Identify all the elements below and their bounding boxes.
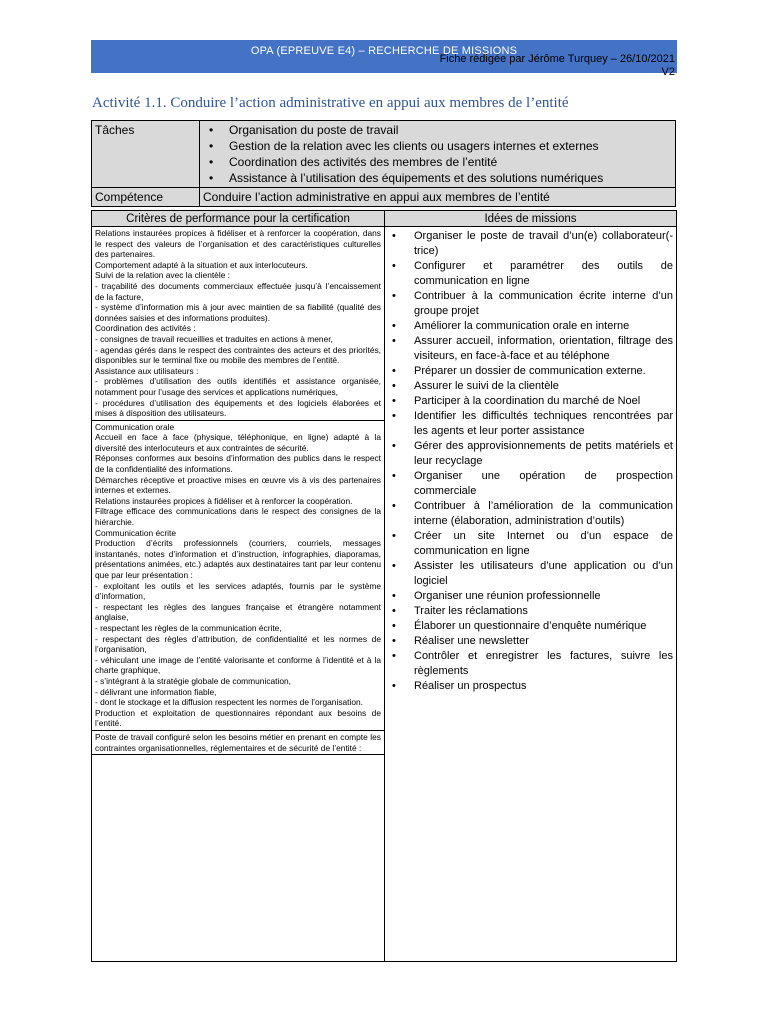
- task-item: • Organisation du poste de travail: [229, 122, 672, 138]
- tasks-row: [92, 121, 676, 188]
- criteria-line: Coordination des activités :: [95, 323, 196, 334]
- mission-item: • Préparer un dossier de communication externe.: [414, 364, 673, 379]
- criteria-header: Critères de performance pour la certification: [92, 211, 385, 227]
- mission-item: • Créer un site Internet ou d’un espace de communication en ligne: [414, 529, 673, 559]
- mission-item: • Réaliser une newsletter: [414, 634, 673, 649]
- criteria-line: - s’intégrant à la stratégie globale de communication,: [95, 675, 291, 686]
- criteria-line: - respectant des règles d’attribution, de confidentialité et les normes de l’organisation,: [95, 633, 381, 655]
- header-title: OPA (EPREUVE E4) – RECHERCHE DE MISSIONS: [250, 45, 518, 57]
- mission-item: • Identifier les difficultés techniques rencontrées par les agents et leur porter assistance: [414, 409, 673, 439]
- criteria-line: - dont le stockage et la diffusion respectent les normes de l’organisation.: [95, 697, 363, 708]
- tasks-table: [91, 120, 676, 207]
- missions-cell: [385, 227, 677, 962]
- table-header-row: [92, 211, 677, 227]
- mission-item: • Gérer des approvisionnements de petits matériels et leur recyclage: [414, 439, 673, 469]
- mission-item: • Réaliser un prospectus: [414, 679, 673, 694]
- mission-item: • Contrôler et enregistrer les factures, suivre les règlements: [414, 649, 673, 679]
- criteria-line: - exploitant les outils et les services adaptés, fournis par le système d’information,: [95, 580, 381, 602]
- criteria-line: Accueil en face à face (physique, téléphonique, en ligne) adapté à la diversité des interlocuteurs et aux contraintes de sécurité.: [95, 432, 381, 453]
- criteria-line: - véhiculant une image de l’entité valorisante et conforme à l’identité et à la charte graphique,: [95, 654, 381, 676]
- tasks-label: Tâches: [92, 121, 200, 188]
- tasks-list: [203, 122, 672, 186]
- criteria-line: - respectant les règles des langues française et étrangère notamment anglaise,: [95, 601, 381, 623]
- header-band: [91, 40, 677, 78]
- mission-item: • Élaborer un questionnaire d’enquête numérique: [414, 619, 673, 634]
- criteria-line: Relations instaurées propices à fidéliser et à renforcer la coopération.: [95, 495, 353, 506]
- task-item: • Gestion de la relation avec les clients ou usagers internes et externes: [229, 138, 672, 154]
- mission-item: • Organiser une réunion professionnelle: [414, 589, 673, 604]
- author-line: Fiche rédigée par Jérôme Turquey – 26/10/2021: [439, 53, 675, 65]
- mission-item: • Améliorer la communication orale en interne: [414, 319, 673, 334]
- mission-item: • Contribuer à la communication écrite interne d’un groupe projet: [414, 289, 673, 319]
- competence-row: [92, 188, 676, 207]
- criteria-line: - respectant les règles de la communication écrite,: [95, 622, 282, 633]
- mission-item: • Assurer accueil, information, orientation, filtrage des visiteurs, en face-à-face et au téléphone: [414, 334, 673, 364]
- criteria-line: Production et exploitation de questionnaires répondant aux besoins de l’entité.: [95, 707, 381, 729]
- criteria-missions-table: [91, 210, 677, 962]
- tasks-cell: [200, 121, 676, 188]
- mission-item: • Assurer le suivi de la clientèle: [414, 379, 673, 394]
- criteria-line: Réponses conformes aux besoins d’information des publics dans le respect de la confidentialité des informations.: [95, 453, 381, 475]
- mission-item: • Configurer et paramétrer des outils de communication en ligne: [414, 259, 673, 289]
- criteria-line: Production d’écrits professionnels (courriers, courriels, messages instantanés, notes d’information et d’instruction, infographies, diaporamas, présentations animées, etc.) adaptés aux destinataires tant par leur contenu que par leur présentation :: [95, 538, 381, 580]
- missions-header: Idées de missions: [385, 211, 677, 227]
- criteria-line: - délivrant une information fiable,: [95, 686, 217, 697]
- competence-value: Conduire l’action administrative en appui aux membres de l’entité: [200, 188, 676, 207]
- criteria-line: Assistance aux utilisateurs :: [95, 365, 199, 376]
- mission-item: • Contribuer à l’amélioration de la communication interne (élaboration, administration d’outils): [414, 499, 673, 529]
- criteria-block-relation: [95, 227, 381, 420]
- mission-item: • Organiser une opération de prospection commerciale: [414, 469, 673, 499]
- mission-item: • Organiser le poste de travail d’un(e) collaborateur(-trice): [414, 229, 673, 259]
- task-item: • Assistance à l’utilisation des équipements et des solutions numériques: [229, 170, 672, 186]
- version-label: V2: [661, 66, 675, 78]
- criteria-line: - problèmes d’utilisation des outils identifiés et assistance organisée, notamment pour l’usage des services et applications numériques,: [95, 376, 381, 397]
- criteria-divider: [92, 754, 384, 755]
- criteria-line: - consignes de travail recueillies et traduites en actions à mener,: [95, 333, 333, 344]
- task-item: • Coordination des activités des membres de l’entité: [229, 154, 672, 170]
- criteria-line: Démarches réceptive et proactive mises en œuvre vis à vis des partenaires internes et externes.: [95, 474, 381, 496]
- header-author: [440, 53, 675, 79]
- criteria-block-communication: [95, 421, 381, 730]
- criteria-line: Relations instaurées propices à fidéliser et à renforcer la coopération, dans le respect des valeurs de l’organisation et des caractéristiques culturelles des partenaires.: [95, 228, 381, 260]
- criteria-line: Communication écrite: [95, 527, 176, 538]
- mission-item: • Traiter les réclamations: [414, 604, 673, 619]
- criteria-cell: [92, 227, 385, 962]
- criteria-line: - agendas gérés dans le respect des contraintes des acteurs et des priorités, disponibles sur le terminal fixe ou mobile des membres de l’entité.: [95, 344, 381, 366]
- criteria-line: Comportement adapté à la situation et aux interlocuteurs.: [95, 259, 308, 270]
- criteria-line: - système d’information mis à jour avec maintien de sa fiabilité (qualité des données saisies et des informations produites).: [95, 302, 381, 323]
- criteria-line: - traçabilité des documents commerciaux effectuée jusqu’à l’encaissement de la facture,: [95, 280, 381, 302]
- criteria-block-workstation: [95, 731, 381, 754]
- competence-label: Compétence: [92, 188, 200, 207]
- criteria-line: Suivi de la relation avec la clientèle :: [95, 270, 231, 281]
- criteria-line: Filtrage efficace des communications dans le respect des consignes de la hiérarchie.: [95, 506, 381, 528]
- missions-list: [388, 227, 673, 694]
- table-body-row: [92, 227, 677, 962]
- mission-item: • Assister les utilisateurs d’une application ou d’un logiciel: [414, 559, 673, 589]
- criteria-line: - procédures d’utilisation des équipements et des logiciels élaborées et mises à disposition des utilisateurs.: [95, 397, 381, 419]
- criteria-line: Communication orale: [95, 421, 175, 432]
- activity-title: Activité 1.1. Conduire l’action administrative en appui aux membres de l’entité: [92, 95, 569, 111]
- mission-item: • Participer à la coordination du marché de Noel: [414, 394, 673, 409]
- criteria-line: Poste de travail configuré selon les besoins métier en prenant en compte les contraintes organisationnelles, réglementaires et de sécurité de l’entité :: [95, 731, 381, 753]
